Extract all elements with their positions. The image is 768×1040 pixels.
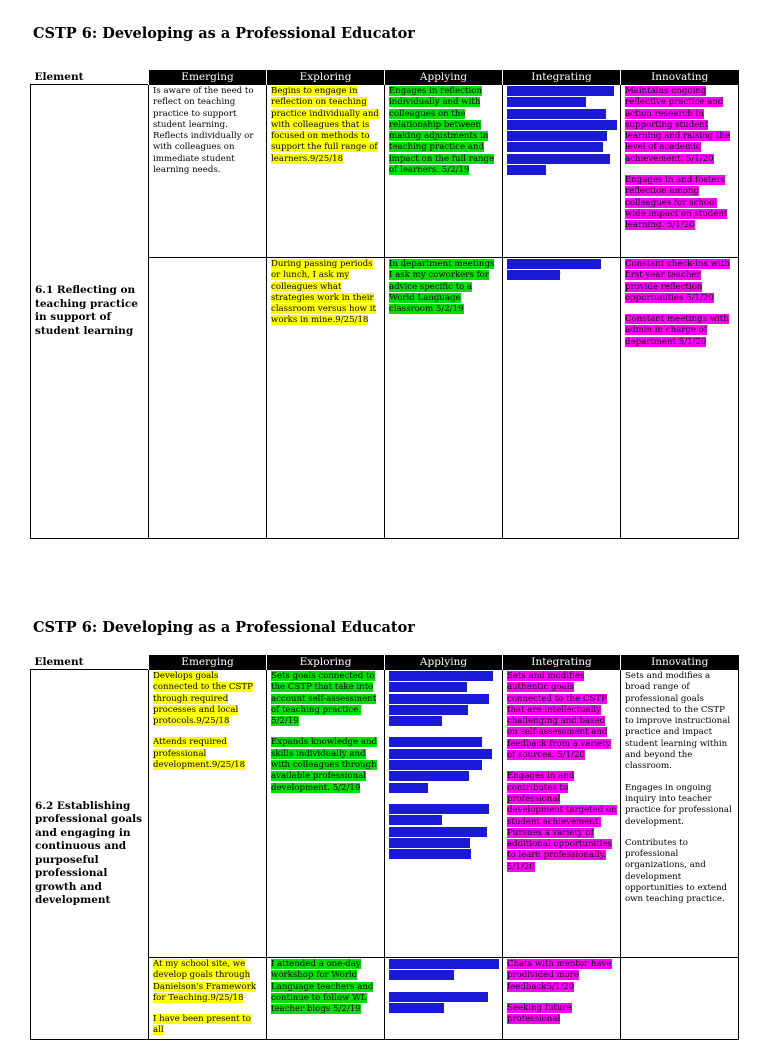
cell-emerging [149, 85, 267, 258]
highlighted-text: Maintains ongoing reflective practice and action research in supporting student learning and raising the level of academic achievement. 5/1/20 [625, 86, 730, 164]
cell-paragraph [153, 1014, 264, 1037]
level-header-integrating: Integrating [503, 70, 621, 85]
cell-exploring [267, 670, 385, 958]
evidence-emerging [149, 258, 267, 539]
cell-paragraph [507, 671, 618, 761]
header-row [31, 655, 739, 670]
cell-paragraph [271, 259, 382, 327]
highlighted-text: At my school site, we develop goals through Danielson's Framework for Teaching.9/25/18 [153, 959, 257, 1003]
highlighted-text: Engages in and fosters reflection among colleagues for school wide impact on student learning. 5/1/20 [625, 175, 728, 231]
evidence-innovating [621, 258, 739, 539]
highlighted-text: Sets goals connected to the CSTP that are authentic, challenging, and based on self-assessment. [389, 671, 493, 727]
rubric-table-6-2 [30, 655, 739, 1040]
highlighted-text: Sets goals connected to the CSTP that take into account self-assessment of teaching practice. 5/2/19 [271, 671, 377, 727]
element-header: Element [31, 655, 149, 670]
highlighted-text: Engages in and contributes to professional development targeted on student achievement. Pursues a variety of additional opportunities to learn professionally. 5/1/20 [507, 771, 617, 872]
highlighted-text: Engages in reflection individually and with colleagues on the relationship between making adjustments in teaching practice and impact on the full range of learners. 5/2/19 [389, 86, 495, 176]
highlighted-text: Expands knowledge and skills individually and with colleagues through available professional development. 5/2/19 [271, 737, 378, 793]
cell-paragraph [389, 737, 500, 793]
highlighted-text: Reflects individually and with colleagues in refinement of teaching practice and connections among the elements of the CSTP to positively impact the full range of learners. [507, 86, 617, 176]
cell-paragraph [389, 259, 500, 315]
highlighted-text: I attended a one-day workshop for World Language teachers and continue to follow WL teacher blogs 5/2/19 [271, 959, 374, 1015]
evidence-applying [385, 258, 503, 539]
level-header-exploring: Exploring [267, 655, 385, 670]
highlighted-text: Contributes to professional organizations, and development opportunities to extend own teaching practice. [625, 837, 728, 905]
cell-paragraph [507, 959, 618, 993]
evidence-innovating [621, 958, 739, 1040]
cell-emerging [149, 670, 267, 958]
evidence-exploring [267, 958, 385, 1040]
highlighted-text: Engages in ongoing inquiry into teacher practice for professional development. [625, 782, 732, 827]
evidence-integrating [503, 958, 621, 1040]
evidence-integrating [503, 258, 621, 539]
evidence-emerging [149, 958, 267, 1040]
cell-paragraph [507, 1003, 618, 1026]
cell-paragraph [153, 86, 264, 176]
evidence-applying [385, 958, 503, 1040]
level-header-applying: Applying [385, 655, 503, 670]
highlighted-text: Seeking future professional [507, 1002, 572, 1025]
highlighted-text: Formal observation goals set with admin [389, 959, 500, 981]
highlighted-text: During passing periods or lunch, I ask my colleagues what strategies work in their classroom versus how it works in mine.9/25/18 [271, 259, 376, 326]
cell-paragraph [625, 259, 736, 304]
highlighted-text: I have been present to all [153, 1014, 251, 1036]
cell-paragraph [507, 771, 618, 873]
cell-integrating [503, 85, 621, 258]
cell-exploring [267, 85, 385, 258]
cell-paragraph [389, 992, 500, 1015]
highlighted-text: Constant check-ins with first year teacher provide reflection opportunities 5/1/20 [625, 259, 730, 303]
highlighted-text: PLC weekly meetings with mentor [507, 259, 601, 281]
highlighted-text: Begins to engage in reflection on teaching practice individually and with colleagues that is focused on methods to support the full range of learners.9/25/18 [271, 86, 379, 164]
level-header-innovating: Innovating [621, 655, 739, 670]
page-title: CSTP 6: Developing as a Professional Educator [33, 25, 415, 42]
level-header-integrating: Integrating [503, 655, 621, 670]
highlighted-text: Develops goals connected to the CSTP through required processes and local protocols.9/25/18 [153, 671, 253, 727]
cell-paragraph [625, 86, 736, 165]
descriptor-row [31, 85, 739, 258]
cell-paragraph [507, 259, 618, 282]
level-header-emerging: Emerging [149, 70, 267, 85]
highlighted-text: Sets and modifies a broad range of professional goals connected to the CSTP to improve instructional practice and impact student learning within and beyond the classroom. [625, 671, 731, 772]
highlighted-text: Attends required professional development.9/25/18 [153, 737, 246, 771]
cell-paragraph [271, 737, 382, 793]
element-label: 6.1 Reflecting on teaching practice in support of student learning [31, 85, 149, 539]
highlighted-text: Constant meetings with admin in charge of department 5/1/20 [625, 314, 729, 347]
cell-paragraph [625, 175, 736, 231]
cell-paragraph [389, 86, 500, 176]
cell-paragraph [271, 959, 382, 1015]
level-header-emerging: Emerging [149, 655, 267, 670]
highlighted-text: In department meetings I ask my coworkers for advice specific to a World Language classroom 5/2/19 [389, 259, 495, 315]
highlighted-text: Chats with mentor have prodivided more feedback5/1/20 [507, 959, 612, 992]
element-label: 6.2 Establishing professional goals and engaging in continuous and purposeful professional growth and development [31, 670, 149, 1040]
cell-paragraph [625, 783, 736, 828]
cell-innovating [621, 670, 739, 958]
cell-integrating [503, 670, 621, 958]
cell-innovating [621, 85, 739, 258]
evidence-exploring [267, 258, 385, 539]
cell-applying [385, 670, 503, 958]
cell-applying [385, 85, 503, 258]
element-header: Element [31, 70, 149, 85]
cell-paragraph [271, 671, 382, 727]
cell-paragraph [625, 671, 736, 773]
level-header-innovating: Innovating [621, 70, 739, 85]
highlighted-text: Sets and modifies authentic goals connected to the CSTP that are intellectually challenging and based on self-assessment and feedback from a variety of sources. 5/1/20 [507, 671, 611, 761]
highlighted-text: Is aware of the need to reflect on teaching practice to support student learning. Reflects individually or with colleagues on immediate student learning needs. [153, 86, 254, 176]
cell-paragraph [625, 838, 736, 906]
cell-paragraph [507, 86, 618, 176]
cell-paragraph [625, 314, 736, 348]
cell-paragraph [389, 804, 500, 860]
cell-paragraph [389, 671, 500, 727]
page-title: CSTP 6: Developing as a Professional Educator [33, 619, 415, 636]
descriptor-row [31, 670, 739, 958]
rubric-table-6-1 [30, 70, 739, 539]
cell-paragraph [153, 671, 264, 727]
cell-paragraph [389, 959, 500, 982]
level-header-applying: Applying [385, 70, 503, 85]
header-row [31, 70, 739, 85]
level-header-exploring: Exploring [267, 70, 385, 85]
highlighted-text: Selects and engages in professional development based on needs identified in professional goals. [389, 803, 490, 860]
highlighted-text: Follow up meetings on the progress [389, 991, 488, 1013]
cell-paragraph [271, 86, 382, 165]
highlighted-text: Aligns personal goals with school and district goals, and focuses on improving student learning. [389, 737, 492, 793]
cell-paragraph [153, 959, 264, 1004]
cell-paragraph [153, 737, 264, 771]
